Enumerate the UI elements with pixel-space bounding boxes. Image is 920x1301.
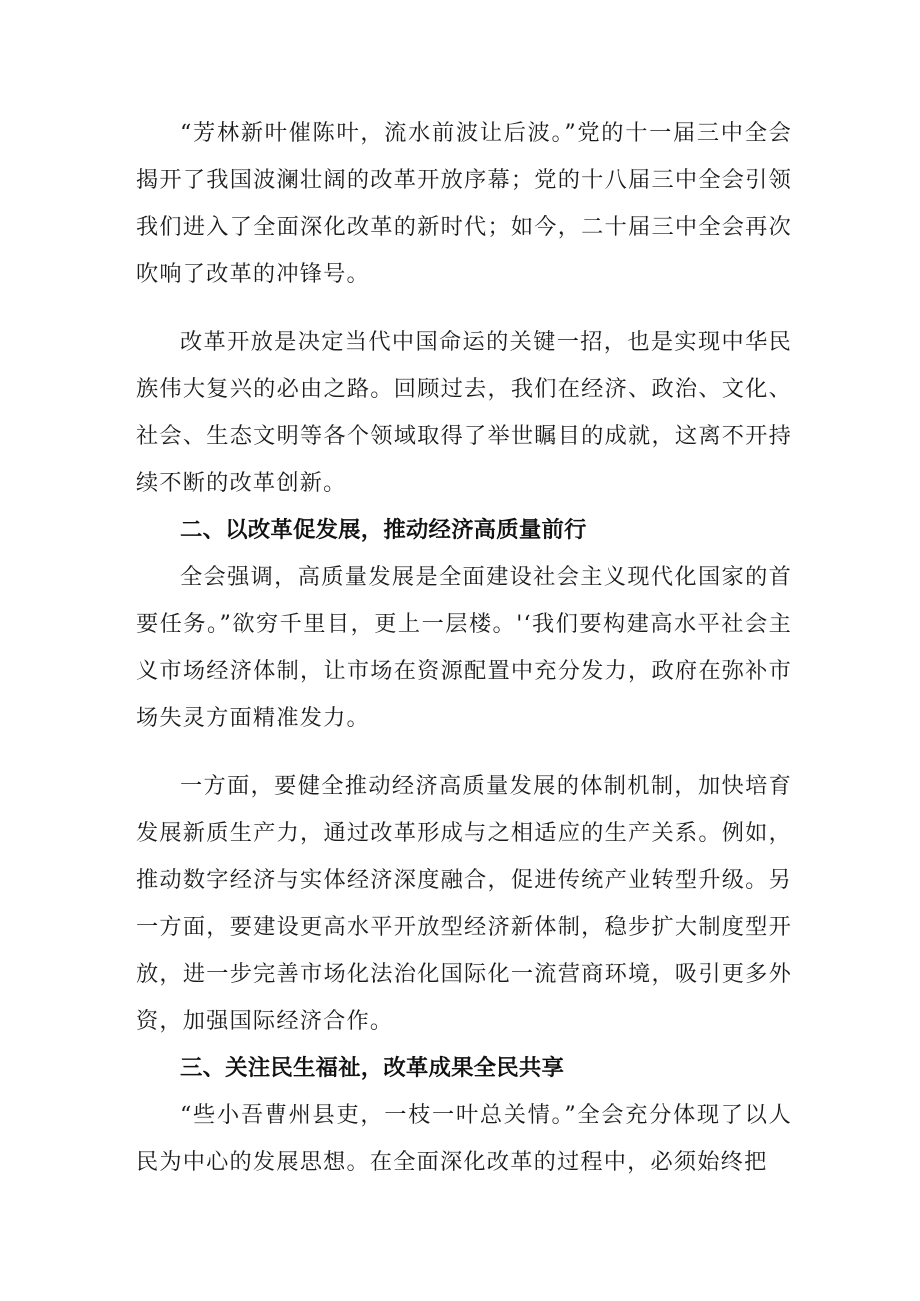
section-3-paragraph-1: “些小吾曹州县吏，一枝一叶总关情。”全会充分体现了以人民为中心的发展思想。在全面深化改革的过程中，必须始终把 [136,1102,792,1175]
intro-paragraph-2: 改革开放是决定当代中国命运的关键一招，也是实现中华民族伟大复兴的必由之路。回顾过去，我们在经济、政治、文化、社会、生态文明等各个领域取得了举世瞩目的成就，这离不开持续不断的改革创新。 [136,329,792,496]
document-body [136,110,792,1186]
section-2-paragraph-2: 一方面，要健全推动经济高质量发展的体制机制，加快培育发展新质生产力，通过改革形成与之相适应的生产关系。例如，推动数字经济与实体经济深度融合，促进传统产业转型升级。另一方面，要建设更高水平开放型经济新体制，稳步扩大制度型开放，进一步完善市场化法治化国际化一流营商环境，吸引更多外资，加强国际经济合作。 [136,773,792,1034]
section-2-paragraph-1: 全会强调，高质量发展是全面建设社会主义现代化国家的首要任务。”欲穷千里目，更上一层楼。'‘我们要构建高水平社会主义市场经济体制，让市场在资源配置中充分发力，政府在弥补市场失灵方面精准发力。 [136,564,792,731]
section-2-heading: 二、以改革促发展，推动经济高质量前行 [180,517,587,543]
intro-paragraph-1: “芳林新叶催陈叶，流水前波让后波。”党的十一届三中全会揭开了我国波澜壮阔的改革开放序幕；党的十八届三中全会引领我们进入了全面深化改革的新时代；如今，二十届三中全会再次吹响了改革的冲锋号。 [136,120,792,287]
section-3-heading: 三、关注民生福祉，改革成果全民共享 [180,1055,565,1081]
